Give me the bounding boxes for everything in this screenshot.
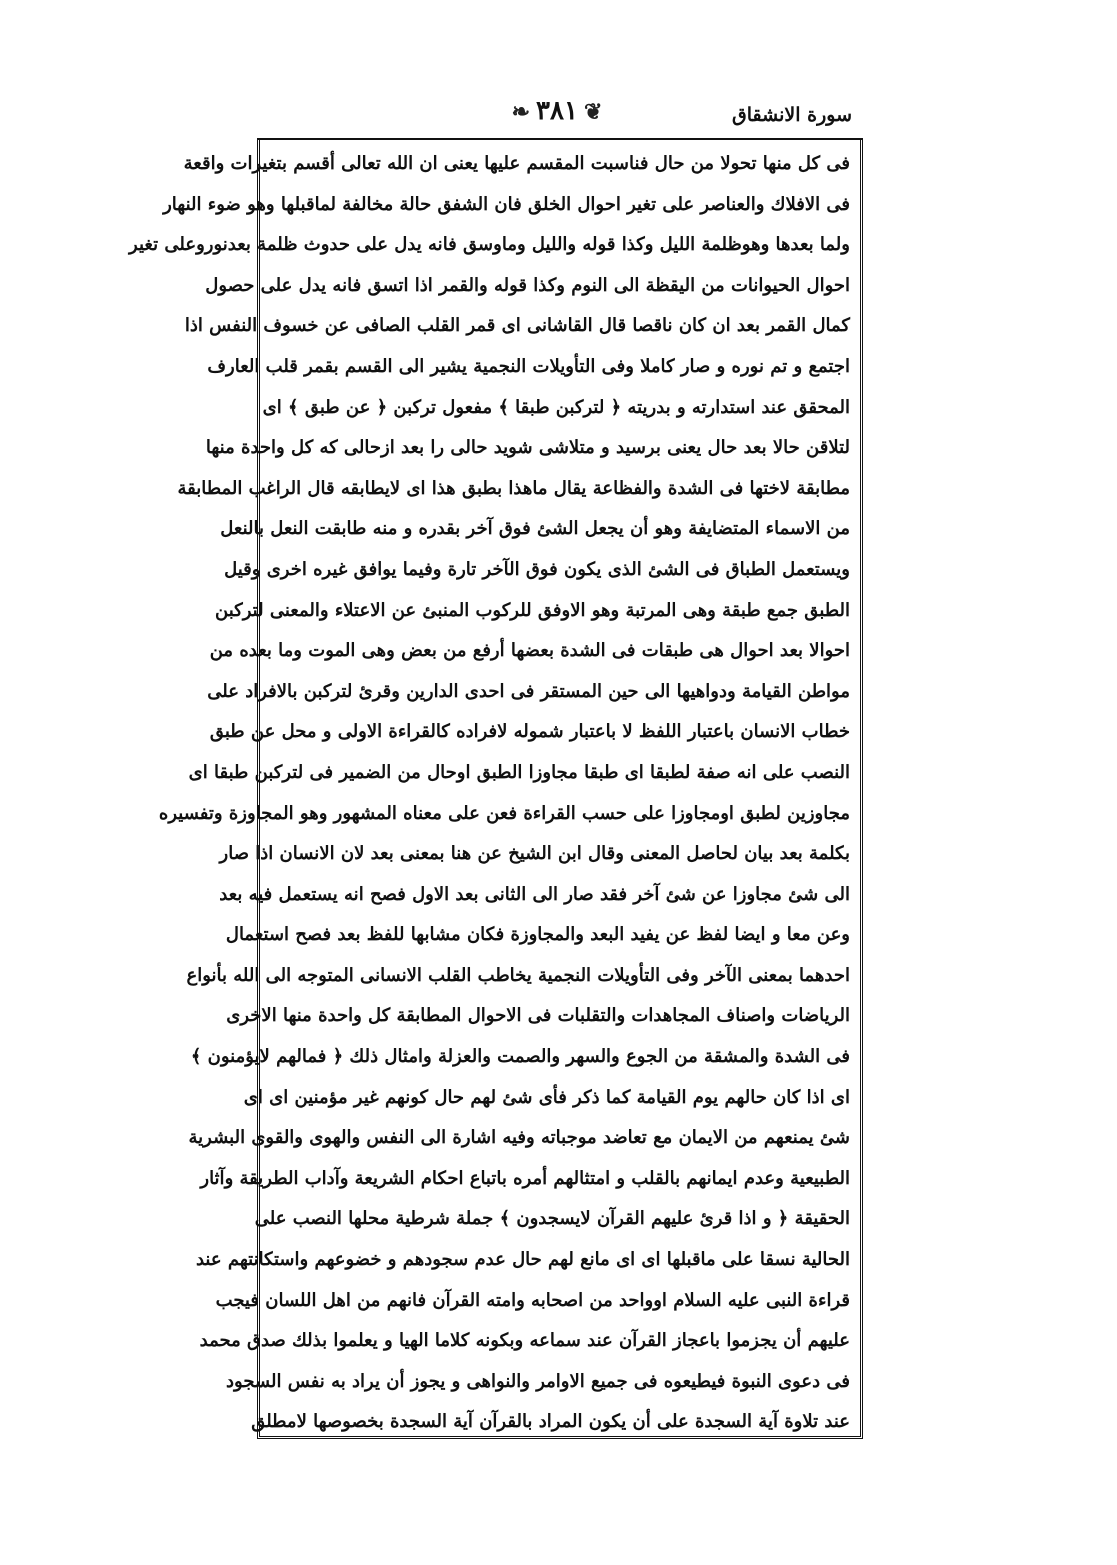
text-line: مجاوزين لطبق اومجاوزا على حسب القراءة فعن على معناه المشهور وهو المجاوزة وتفسيره [158, 802, 850, 824]
page-number: ٣٨١ [536, 96, 578, 126]
ornament-right-icon: ❧ [511, 99, 531, 125]
surah-title: سورة الانشقاق [732, 104, 852, 126]
ornament-left-icon: ❦ [583, 99, 603, 125]
text-line: مواطن القيامة ودواهيها الى حين المستقر فى احدى الدارين وقرئ لتركبن بالافراد على [207, 680, 850, 702]
body-text [129, 144, 850, 1443]
text-line: احوالا بعد احوال هى طبقات فى الشدة بعضها أرفع من بعض وهى الموت وما بعده من [209, 640, 850, 662]
text-line: مطابقة لاختها فى الشدة والفظاعة يقال ماهذا بطبق هذا اى لايطابقه قال الراغب المطابقة [177, 477, 850, 499]
text-line: شئ يمنعهم من الايمان مع تعاضد موجباته وفيه اشارة الى النفس والهوى والقوى البشرية [188, 1127, 850, 1149]
text-line: الحقيقة ﴿ و اذا قرئ عليهم القرآن لايسجدون ﴾ جملة شرطية محلها النصب على [254, 1208, 850, 1230]
text-line: ولما بعدها وهوظلمة الليل وكذا قوله والليل وماوسق فانه يدل على حدوث ظلمة بعدنوروعلى تغير [129, 234, 850, 256]
text-line: النصب على انه صفة لطبقا اى طبقا مجاوزا الطبق اوحال من الضمير فى لتركبن طبقا اى [188, 761, 850, 783]
text-line: عند تلاوة آية السجدة على أن يكون المراد بالقرآن آية السجدة بخصوصها لامطلق [251, 1411, 850, 1433]
text-line: وعن معا و ايضا لفظ عن يفيد البعد والمجاوزة فكان مشابها للفظ بعد فصح استعمال [225, 924, 850, 946]
text-line: فى الافلاك والعناصر على تغير احوال الخلق فان الشفق حالة مخالفة لماقبلها وهو ضوء النهار [163, 193, 850, 215]
text-line: ويستعمل الطباق فى الشئ الذى يكون فوق الآخر تارة وفيما يوافق غيره اخرى وقيل [224, 558, 850, 580]
text-frame [129, 138, 863, 1439]
text-line: اجتمع و تم نوره و صار كاملا وفى التأويلات النجمية يشير الى القسم بقمر قلب العارف [207, 355, 850, 377]
text-line: الطبق جمع طبقة وهى المرتبة وهو الاوفق للركوب المنبئ عن الاعتلاء والمعنى لتركبن [215, 599, 850, 621]
text-line: عليهم أن يجزموا باعجاز القرآن عند سماعه وبكونه كلاما الهيا و يعلموا بذلك صدق محمد [199, 1330, 850, 1352]
text-line: احدهما بمعنى الآخر وفى التأويلات النجمية يخاطب القلب الانسانى المتوجه الى الله بأنواع [186, 964, 850, 986]
page-header [262, 96, 852, 136]
text-line: فى الشدة والمشقة من الجوع والسهر والصمت والعزلة وامثال ذلك ﴿ فمالهم لايؤمنون ﴾ [190, 1046, 850, 1068]
text-line: فى كل منها تحولا من حال فناسبت المقسم عليها يعنى ان الله تعالى أقسم بتغيرات واقعة [183, 153, 850, 174]
text-line: المحقق عند استدارته و بدريته ﴿ لتركبن طبقا ﴾ مفعول تركبن ﴿ عن طبق ﴾ اى [262, 396, 850, 418]
text-line: الطبيعية وعدم ايمانهم بالقلب و امتثالهم أمره باتباع احكام الشريعة وآداب الطريقة وآثار [200, 1167, 850, 1189]
text-line: لتلاقن حالا بعد حال يعنى برسيد و متلاشى شويد حالى را بعد ازحالى كه كل واحدة منها [205, 437, 850, 459]
text-line: من الاسماء المتضايفة وهو أن يجعل الشئ فوق آخر بقدره و منه طابقت النعل بالنعل [220, 518, 850, 540]
text-line: الحالية نسقا على ماقبلها اى اى مانع لهم حال عدم سجودهم و خضوعهم واستكانتهم عند [195, 1249, 850, 1271]
text-line: خطاب الانسان باعتبار اللفظ لا باعتبار شموله لافراده كالقراءة الاولى و محل عن طبق [209, 721, 850, 743]
text-line: الرياضات واصناف المجاهدات والتقلبات فى الاحوال المطابقة كل واحدة منها الاخرى [226, 1005, 850, 1027]
page-number-block [262, 96, 852, 126]
text-line: الى شئ مجاوزا عن شئ آخر فقد صار الى الثانى بعد الاول فصح انه يستعمل فيه بعد [219, 883, 850, 905]
text-line: احوال الحيوانات من اليقظة الى النوم وكذا قوله والقمر اذا اتسق فانه يدل على حصول [205, 274, 850, 296]
text-line: فى دعوى النبوة فيطيعوه فى جميع الاوامر والنواهى و يجوز أن يراد به نفس السجود [226, 1370, 850, 1392]
text-line: بكلمة بعد بيان لحاصل المعنى وقال ابن الشيخ عن هنا بمعنى بعد لان الانسان اذا صار [219, 843, 850, 865]
text-line: اى اذا كان حالهم يوم القيامة كما ذكر فأى شئ لهم حال كونهم غير مؤمنين اى اى [243, 1086, 850, 1108]
text-line: كمال القمر بعد ان كان ناقصا قال القاشانى اى قمر القلب الصافى عن خسوف النفس اذا [184, 315, 850, 337]
text-line: قراءة النبى عليه السلام اوواحد من اصحابه وامته القرآن فانهم من اهل اللسان فيجب [215, 1289, 850, 1311]
